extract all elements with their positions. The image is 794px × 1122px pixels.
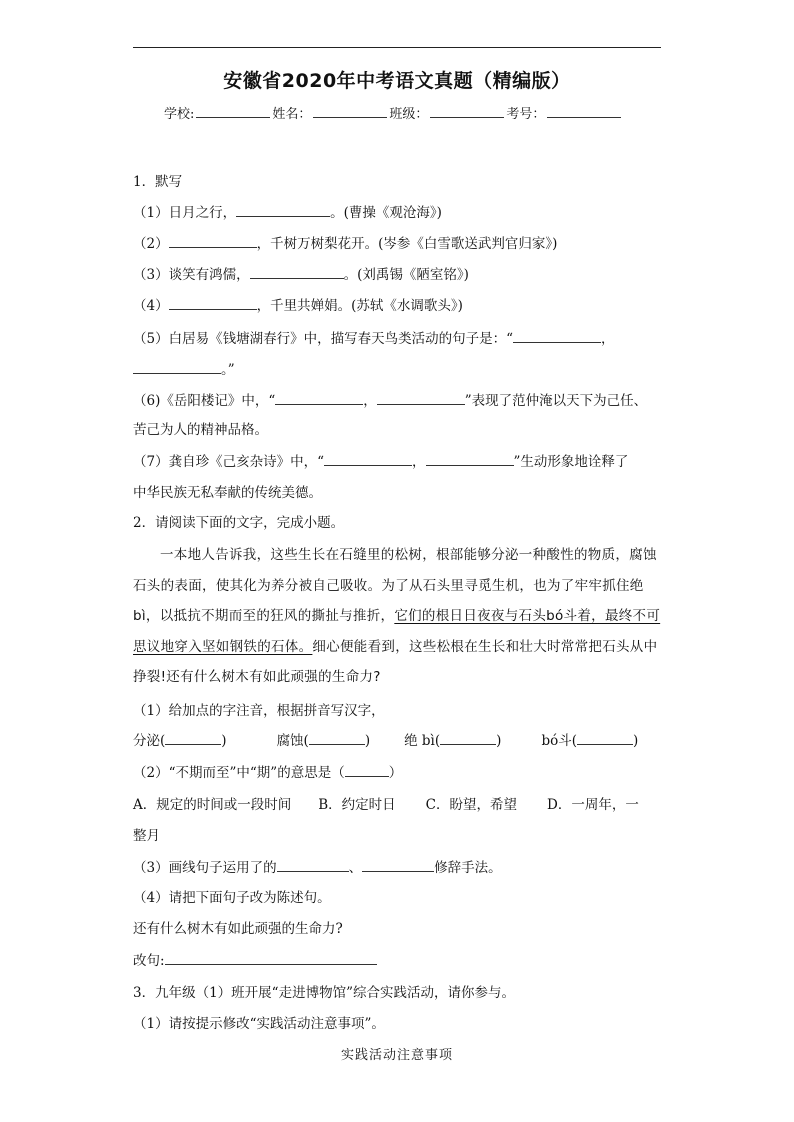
q1-item-2-source: ，千树万树梨花开。(岑参《白雪歌送武判官归家》) xyxy=(256,236,558,252)
q1-item-2-text: （2） xyxy=(133,236,169,252)
q2-sub-2-text: （2）“不期而至”中“期”的意思是（ xyxy=(133,765,345,781)
answer-blank[interactable] xyxy=(345,763,389,777)
option-d-cont: 整月 xyxy=(133,828,160,844)
close-paren: ) xyxy=(364,733,371,749)
q3-sub-1: （1）请按提示修改“实践活动注意事项”。 xyxy=(133,1016,385,1032)
q1-item-5-text: （5）白居易《钱塘湖春行》中，描写春天鸟类活动的句子是：“ xyxy=(133,331,513,347)
answer-blank[interactable] xyxy=(165,951,377,965)
answer-blank[interactable] xyxy=(362,858,434,872)
q2-heading: 2．请阅读下面的文字，完成小题。 xyxy=(133,515,345,531)
passage-line-3 xyxy=(133,606,660,626)
close-paren: ) xyxy=(632,733,639,749)
option-a[interactable]: A．规定的时间或一段时间 xyxy=(133,797,292,813)
school-blank[interactable] xyxy=(196,105,270,118)
q1-item-6-comma: ， xyxy=(363,393,377,409)
passage-line-5: 挣裂!还有什么树木有如此顽强的生命力? xyxy=(133,669,381,685)
page-title: 安徽省2020年中考语文真题（精编版） xyxy=(223,70,571,92)
number-label: 考号： xyxy=(506,107,546,122)
q1-item-4 xyxy=(133,296,463,316)
q1-item-3-source: 。(刘禹锡《陋室铭》) xyxy=(343,267,469,283)
q2-sub-2 xyxy=(133,763,402,783)
close-paren: ) xyxy=(221,733,227,749)
answer-blank[interactable] xyxy=(250,265,344,279)
q3-heading: 3．九年级（1）班开展“走进博物馆”综合实践活动，请你参与。 xyxy=(133,985,515,1001)
answer-blank[interactable] xyxy=(324,452,412,466)
answer-blank[interactable] xyxy=(169,234,257,248)
fill-label-fushi: 腐蚀( xyxy=(276,733,309,749)
answer-blank[interactable] xyxy=(236,203,330,217)
q2-sub-4: （4）请把下面句子改为陈述句。 xyxy=(133,890,331,906)
class-blank[interactable] xyxy=(430,105,504,118)
q1-item-4-source: ，千里共婵娟。(苏轼《水调歌头》) xyxy=(256,298,463,314)
q2-sub-4-question: 还有什么树木有如此顽强的生命力? xyxy=(133,921,343,937)
header-rule xyxy=(133,47,661,48)
answer-blank[interactable] xyxy=(165,731,221,745)
q1-item-7 xyxy=(133,452,628,472)
q1-item-7-cont: 中华民族无私奉献的传统美德。 xyxy=(133,485,322,501)
q2-sub-4-answer xyxy=(133,951,377,971)
close-paren: ） xyxy=(388,765,403,781)
q1-item-6-text: （6)《岳阳楼记》中，“ xyxy=(133,393,276,409)
q1-item-5-end: 。” xyxy=(221,362,235,378)
number-blank[interactable] xyxy=(547,105,621,118)
q1-heading: 1．默写 xyxy=(133,174,183,190)
q1-item-6 xyxy=(133,391,647,411)
q2-fill-row xyxy=(133,731,638,751)
answer-blank[interactable] xyxy=(275,391,363,405)
option-d[interactable]: D．一周年，一 xyxy=(547,797,639,813)
q2-sub-3-text: （3）画线句子运用了的 xyxy=(133,860,277,876)
q1-item-3-text: （3）谈笑有鸿儒， xyxy=(133,267,250,283)
option-b[interactable]: B．约定时日 xyxy=(318,797,396,813)
answer-blank[interactable] xyxy=(377,391,465,405)
school-label: 学校: xyxy=(164,107,195,122)
answer-blank[interactable] xyxy=(277,858,349,872)
q1-item-1-text: （1）日月之行， xyxy=(133,205,237,221)
name-blank[interactable] xyxy=(313,105,387,118)
q1-item-5-comma: ， xyxy=(601,331,615,347)
answer-blank[interactable] xyxy=(577,731,633,745)
answer-blank[interactable] xyxy=(169,296,257,310)
q1-item-4-text: （4） xyxy=(133,298,169,314)
fill-label-juebi: 绝 bì( xyxy=(404,733,441,749)
q1-item-5-cont xyxy=(133,360,235,380)
q2-sub-3 xyxy=(133,858,502,878)
underlined-sentence: 它们的根日日夜夜与石头bó斗着，最终不可 xyxy=(394,608,661,624)
underlined-sentence-end: 思议地穿入坚如钢铁的石体。 xyxy=(133,639,313,655)
answer-blank[interactable] xyxy=(440,731,496,745)
option-c[interactable]: C．盼望，希望 xyxy=(425,797,518,813)
answer-blank[interactable] xyxy=(513,329,601,343)
answer-blank[interactable] xyxy=(133,360,221,374)
answer-label: 改句: xyxy=(133,953,165,969)
q1-item-7-comma: ， xyxy=(412,454,426,470)
q2-sub-1: （1）给加点的字注音，根据拼音写汉字， xyxy=(133,703,385,719)
q1-item-6-cont: 苦己为人的精神品格。 xyxy=(133,422,268,438)
q2-sub-3-tail: 修辞手法。 xyxy=(434,860,502,876)
passage-line-3a: bì，以抵抗不期而至的狂风的撕扯与推折， xyxy=(133,608,395,624)
fill-label-bodou: bó斗( xyxy=(541,733,577,749)
q2-options xyxy=(133,795,639,815)
student-info-row xyxy=(164,103,623,122)
passage-line-4b: 细心便能看到，这些松根在生长和壮大时常常把石头从中 xyxy=(312,639,658,655)
q1-item-3 xyxy=(133,265,469,285)
separator: 、 xyxy=(348,860,363,876)
q1-item-5 xyxy=(133,329,615,349)
fill-label-fenmi: 分泌( xyxy=(133,733,166,749)
q1-item-6-tail: ”表现了范仲淹以天下为己任、 xyxy=(464,393,648,409)
q1-item-2 xyxy=(133,234,557,254)
passage-line-4 xyxy=(133,637,657,657)
passage-line-1: 一本地人告诉我，这些生长在石缝里的松树，根部能够分泌一种酸性的物质，腐蚀 xyxy=(160,547,657,563)
answer-blank[interactable] xyxy=(426,452,514,466)
name-label: 姓名： xyxy=(272,107,312,122)
q1-item-7-text: （7）龚自珍《己亥杂诗》中，“ xyxy=(133,454,324,470)
passage-line-2: 石头的表面，使其化为养分被自己吸收。为了从石头里寻觅生机，也为了牢牢抓住绝 xyxy=(133,578,644,594)
q1-item-1 xyxy=(133,203,442,223)
notice-caption: 实践活动注意事项 xyxy=(340,1048,453,1063)
q1-item-7-tail: ”生动形象地诠释了 xyxy=(513,454,629,470)
answer-blank[interactable] xyxy=(309,731,365,745)
q1-item-1-source: 。(曹操《观沧海》) xyxy=(330,205,442,221)
close-paren: ) xyxy=(496,733,502,749)
class-label: 班级： xyxy=(389,107,429,122)
